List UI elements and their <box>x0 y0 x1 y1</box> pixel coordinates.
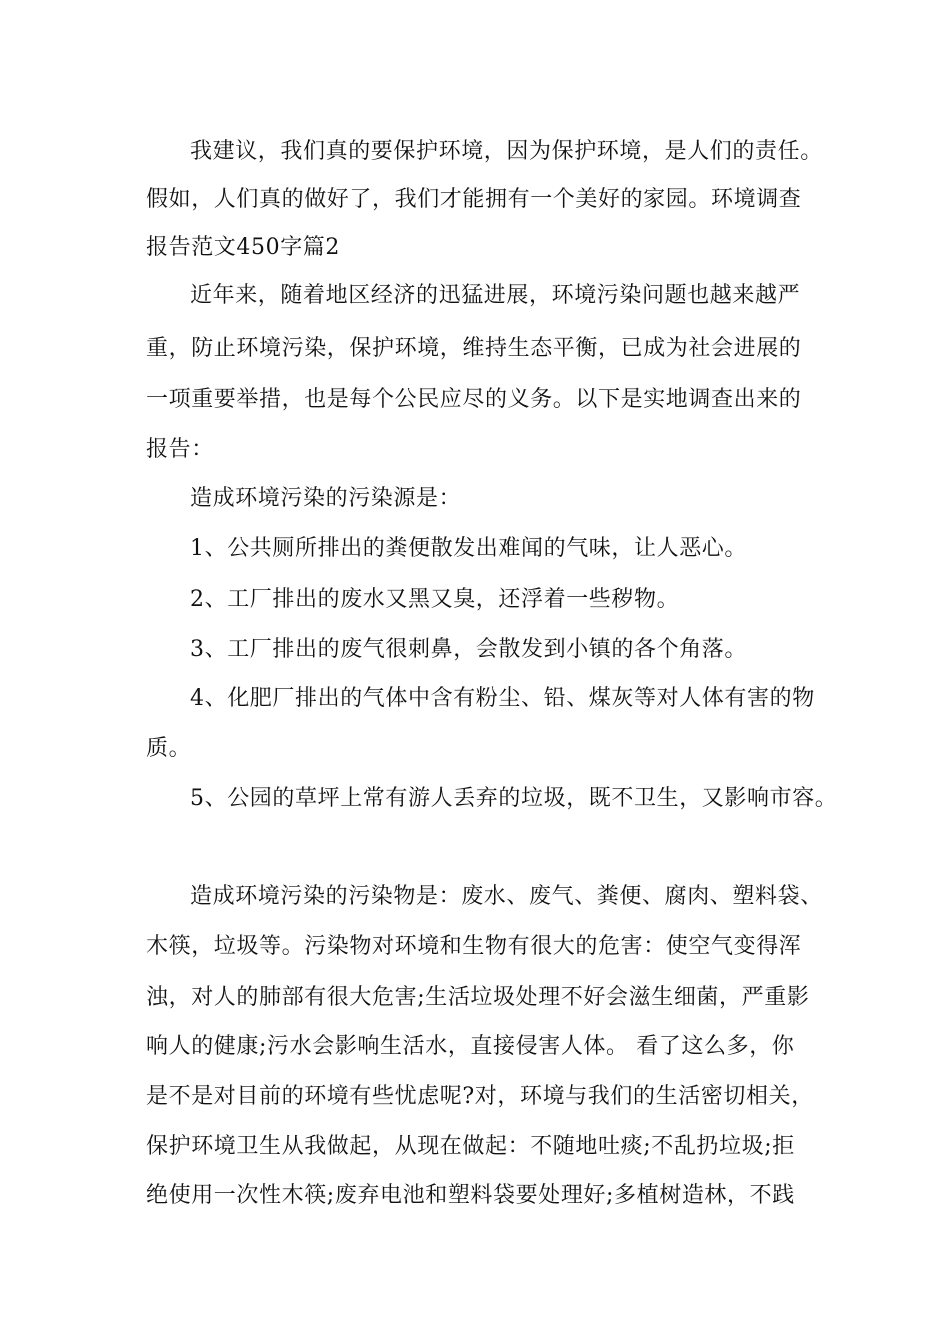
list-item: 1、公共厕所排出的粪便散发出难闻的气味，让人恶心。 <box>190 536 747 561</box>
text-line: 重，防止环境污染，保护环境，维持生态平衡，已成为社会进展的 <box>146 336 802 361</box>
text-line: 假如，人们真的做好了，我们才能拥有一个美好的家园。环境调查 <box>146 187 802 212</box>
text-line: 报告： <box>146 437 214 462</box>
text-line: 近年来，随着地区经济的迅猛进展，环境污染问题也越来越严 <box>190 283 801 308</box>
text-line: 是不是对目前的环境有些忧虑呢?对，环境与我们的生活密切相关， <box>146 1084 814 1109</box>
text-line: 保护环境卫生从我做起，从现在做起：不随地吐痰;不乱扔垃圾;拒 <box>146 1134 795 1159</box>
text-line: 造成环境污染的污染源是： <box>190 486 462 511</box>
text-line: 木筷，垃圾等。污染物对环境和生物有很大的危害：使空气变得浑 <box>146 934 802 959</box>
list-item: 4、化肥厂排出的气体中含有粉尘、铅、煤灰等对人体有害的物 <box>190 686 815 711</box>
text-line: 绝使用一次性木筷;废弃电池和塑料袋要处理好;多植树造林，不践 <box>146 1183 795 1208</box>
text-line: 我建议，我们真的要保护环境，因为保护环境，是人们的责任。 <box>190 139 823 164</box>
list-item: 2、工厂排出的废水又黑又臭，还浮着一些秽物。 <box>190 587 680 612</box>
list-item: 3、工厂排出的废气很刺鼻，会散发到小镇的各个角落。 <box>190 637 747 662</box>
list-item: 5、公园的草坪上常有游人丢弃的垃圾，既不卫生，又影响市容。 <box>190 786 838 811</box>
text-line: 响人的健康;污水会影响生活水，直接侵害人体。 看了这么多，你 <box>146 1034 795 1059</box>
text-line: 质。 <box>146 736 192 761</box>
text-line: 报告范文450字篇2 <box>146 235 340 260</box>
text-line: 一项重要举措，也是每个公民应尽的义务。以下是实地调查出来的 <box>146 387 802 412</box>
text-line: 浊，对人的肺部有很大危害;生活垃圾处理不好会滋生细菌，严重影 <box>146 985 810 1010</box>
text-line: 造成环境污染的污染物是：废水、废气、粪便、腐肉、塑料袋、 <box>190 884 823 909</box>
